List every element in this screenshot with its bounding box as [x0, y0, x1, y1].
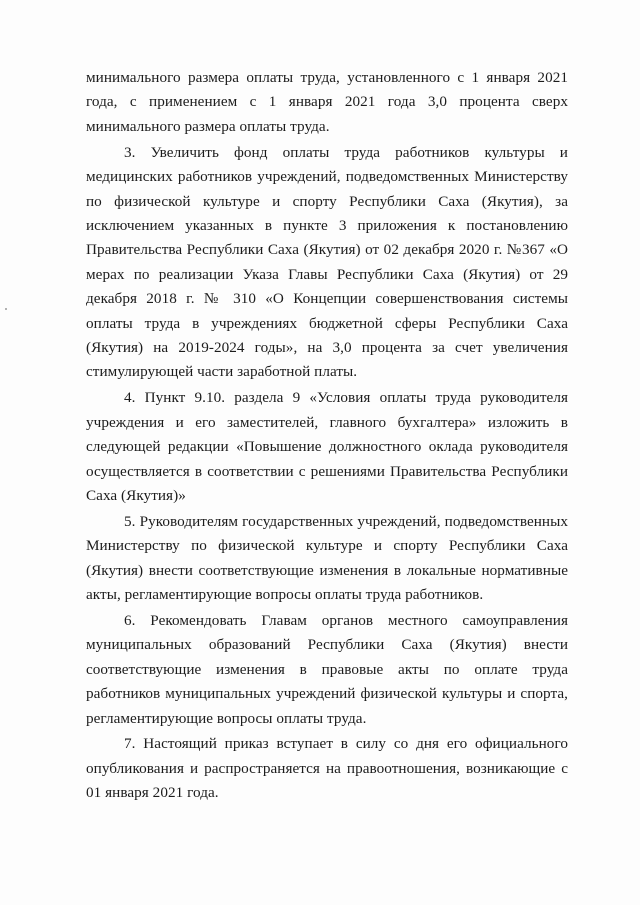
paragraph-item-5: 5. Руководителям государственных учреждений, подведомственных Министерству по физической культуре и спорту Республики Саха (Якутия) внести соответствующие изменения в локальные нормативные акты, регламентирующие вопросы оплаты труда работников.	[86, 512, 568, 604]
paragraph-item-6: 6. Рекомендовать Главам органов местного самоуправления муниципальных образований Республики Саха (Якутия) внести соответствующие изменения в правовые акты по оплате труда работников муниципальных учреждений физической культуры и спорта, регламентирующие вопросы оплаты труда.	[86, 611, 568, 727]
paragraph-item-4: 4. Пункт 9.10. раздела 9 «Условия оплаты труда руководителя учреждения и его заместителей, главного бухгалтера» изложить в следующей редакции «Повышение должностного оклада руководителя осуществляется в соответствии с решениями Правительства Республики Саха (Якутия)»	[86, 389, 568, 504]
paragraph-item-7: 7. Настоящий приказ вступает в силу со дня его официального опубликования и распространяется на правоотношения, возникающие с 01 января 2021 года.	[86, 735, 568, 802]
document-body	[86, 66, 568, 807]
paragraph-continuation: минимального размера оплаты труда, установленного с 1 января 2021 года, с применением с 1 января 2021 года 3,0 процента сверх минимального размера оплаты труда.	[86, 69, 568, 135]
paragraph-item-3: 3. Увеличить фонд оплаты труда работников культуры и медицинских работников учреждений, подведомственных Министерству по физической культуре и спорту Республики Саха (Якутия), за исключением указанных в пункте 3 приложения к постановлению Правительства Республики Саха (Якутия) от 02 декабря 2020 г. №367 «О мерах по реализации Указа Главы Республики Саха (Якутия) от 29 декабря 2018 г. № 310 «О Концепции совершенствования системы оплаты труда в учреждениях бюджетной сферы Республики Саха (Якутия) на 2019-2024 годы», на 3,0 процента за счет увеличения стимулирующей части заработной платы.	[86, 143, 568, 381]
scan-speck	[5, 308, 7, 310]
